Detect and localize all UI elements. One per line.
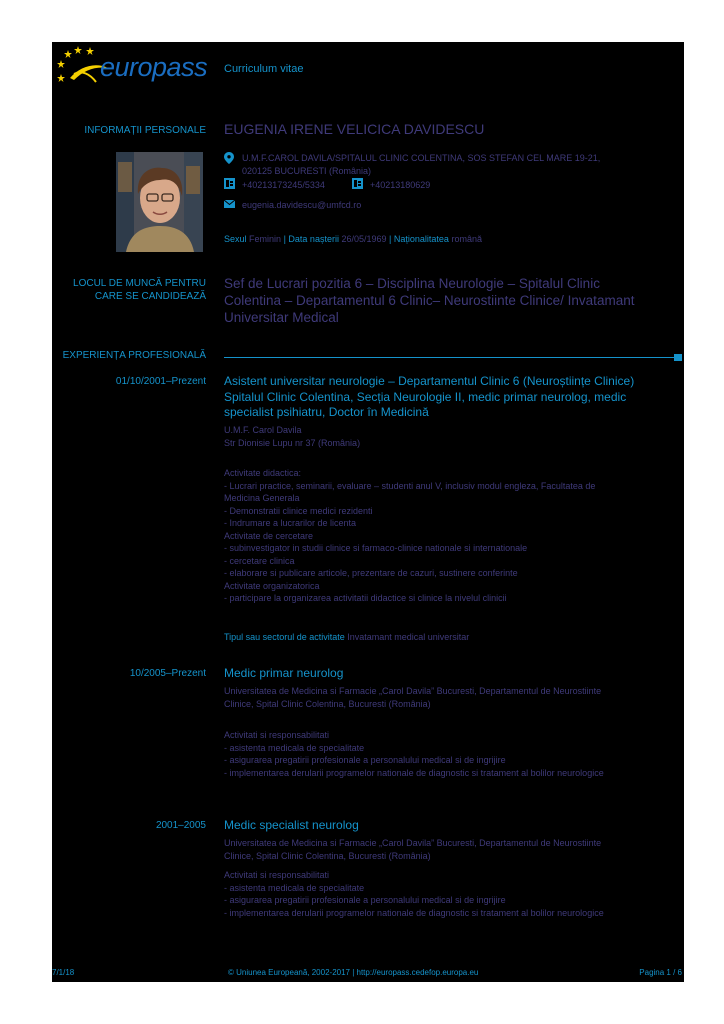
job1-title [224, 374, 634, 421]
birth-date-label: Data nașterii [288, 234, 339, 244]
list-item: Medicina Generala [224, 493, 300, 503]
list-item: - implementarea derularii programelor nationale de diagnostic si tratament al bolilor neurologice [224, 907, 604, 918]
job3-employer-line-2: Clinice, Spital Clinic Colentina, Bucuresti (România) [224, 850, 431, 861]
job2-date: 10/2005–Prezent [129, 668, 206, 679]
list-item: - Demonstratii clinice medici rezidenti [224, 505, 373, 516]
europass-logo [56, 44, 216, 88]
separator: | [389, 234, 392, 244]
position-label-line-1: LOCUL DE MUNCĂ PENTRU [73, 278, 206, 289]
phone-icon [224, 178, 235, 189]
location-pin-icon [224, 152, 234, 164]
list-item: - asistenta medicala de specialitate [224, 742, 365, 753]
list-item: Activitate de cercetare [224, 530, 314, 541]
footer-copyright[interactable]: © Uniunea Europeană, 2002-2017 | http://europass.cedefop.europa.eu [228, 968, 479, 977]
job3-title: Medic specialist neurolog [224, 818, 359, 832]
address-line-2: 020125 BUCURESTI (România) [242, 165, 372, 176]
list-item: Activitate organizatorica [224, 580, 320, 591]
job3-date: 2001–2005 [155, 820, 206, 831]
job1-date: 01/10/2001–Prezent [115, 376, 206, 387]
section-divider-end [674, 354, 682, 361]
list-item: - asigurarea pregatirii profesionale a personalului medical si de ingrijire [224, 755, 506, 765]
position-line-2: Colentina – Departamentul 6 Clinic– Neurostiinte Clinice/ Invatamant [224, 293, 635, 308]
job2-title: Medic primar neurolog [224, 666, 344, 680]
job1-details [224, 467, 595, 605]
footer-date: 7/1/18 [52, 968, 75, 977]
list-item: - elaborare si publicare articole, prezentare de cazuri, sustinere conferinte [224, 568, 518, 578]
list-item: Activitate didactica: [224, 468, 302, 478]
list-item: Activitati si responsabilitati [224, 730, 330, 740]
address-line-1: U.M.F.CAROL DAVILA/SPITALUL CLINIC COLENTINA, SOS STEFAN CEL MARE 19-21, [242, 153, 601, 163]
job1-title-line-2: Spitalul Clinic Colentina, Secția Neurologie II, medic primar neurolog, medic [224, 389, 627, 404]
job1-address: Str Dionisie Lupu nr 37 (România) [224, 437, 361, 448]
list-item: - subinvestigator in studii clinice si farmaco-clinice nationale si internationale [224, 543, 528, 553]
job3-employer-line-1: Universitatea de Medicina si Farmacie „Carol Davila” Bucuresti, Departamentul de Neurostiinte [224, 838, 602, 848]
section-divider [224, 357, 674, 358]
job2-details [224, 729, 604, 779]
job1-employer-block [224, 424, 360, 449]
job1-sector [224, 631, 469, 644]
nationality-label: Naționalitatea [393, 234, 449, 244]
job3-details [224, 869, 604, 919]
position-text [224, 275, 634, 326]
sector-label: Tipul sau sectorul de activitate [224, 632, 345, 642]
email-link[interactable]: eugenia.davidescu@umfcd.ro [242, 200, 362, 210]
list-item: Activitati si responsabilitati [224, 870, 330, 880]
footer-page-number: Pagina 1 / 6 [639, 968, 682, 977]
logo-text: europass [100, 52, 208, 82]
job1-title-line-3: specialist psihiatru, Doctor în Medicină [224, 405, 429, 419]
position-line-1: Sef de Lucrari pozitia 6 – Disciplina Neurologie – Spitalul Clinic [224, 276, 600, 291]
job2-employer-line-1: Universitatea de Medicina si Farmacie „Carol Davila” Bucuresti, Departamentul de Neurostiinte [224, 686, 602, 696]
list-item: - Indrumare a lucrarilor de licenta [224, 518, 357, 528]
address-block [242, 152, 600, 177]
personal-details-line [224, 233, 482, 246]
sex-label: Sexul [224, 234, 247, 244]
job2-employer-line-2: Clinice, Spital Clinic Colentina, Bucuresti (România) [224, 698, 431, 709]
separator: | [283, 234, 286, 244]
email-icon [224, 200, 235, 208]
phone-secondary[interactable]: +40213180629 [370, 180, 431, 190]
nationality-value: română [451, 234, 482, 244]
full-name: EUGENIA IRENE VELICICA DAVIDESCU [224, 121, 485, 137]
position-line-3: Universitar Medical [224, 310, 339, 325]
job2-employer-block [224, 685, 601, 710]
list-item: - participare la organizarea activitatii didactice si clinice la nivelul clinicii [224, 593, 507, 603]
sector-value: Invatamant medical universitar [347, 632, 470, 642]
experience-section-label: EXPERIENȚA PROFESIONALĂ [62, 350, 206, 361]
list-item: - implementarea derularii programelor nationale de diagnostic si tratament al bolilor neurologice [224, 767, 604, 778]
portrait-image [116, 152, 203, 252]
fax-icon [352, 178, 363, 189]
job1-employer: U.M.F. Carol Davila [224, 425, 302, 435]
list-item: - cercetare clinica [224, 555, 295, 566]
list-item: - Lucrari practice, seminarii, evaluare – studenti anul V, inclusiv modul engleza, Facultatea de [224, 480, 596, 491]
list-item: - asigurarea pregatirii profesionale a personalului medical si de ingrijire [224, 895, 506, 905]
personal-info-label: INFORMAȚII PERSONALE [84, 125, 206, 136]
profile-photo [116, 152, 203, 252]
position-label-line-2: CARE SE CANDIDEAZĂ [94, 291, 206, 302]
list-item: - asistenta medicala de specialitate [224, 882, 365, 893]
cv-page [52, 42, 684, 982]
document-title: Curriculum vitae [224, 63, 304, 75]
phone-primary[interactable]: +40213173245/5334 [242, 180, 325, 190]
position-label [73, 277, 206, 303]
birth-date-value: 26/05/1969 [341, 234, 387, 244]
job1-title-line-1: Asistent universitar neurologie – Departamentul Clinic 6 (Neuroștiințe Clinice) [224, 374, 635, 388]
sex-value: Feminin [249, 234, 282, 244]
job3-employer-block [224, 837, 601, 862]
